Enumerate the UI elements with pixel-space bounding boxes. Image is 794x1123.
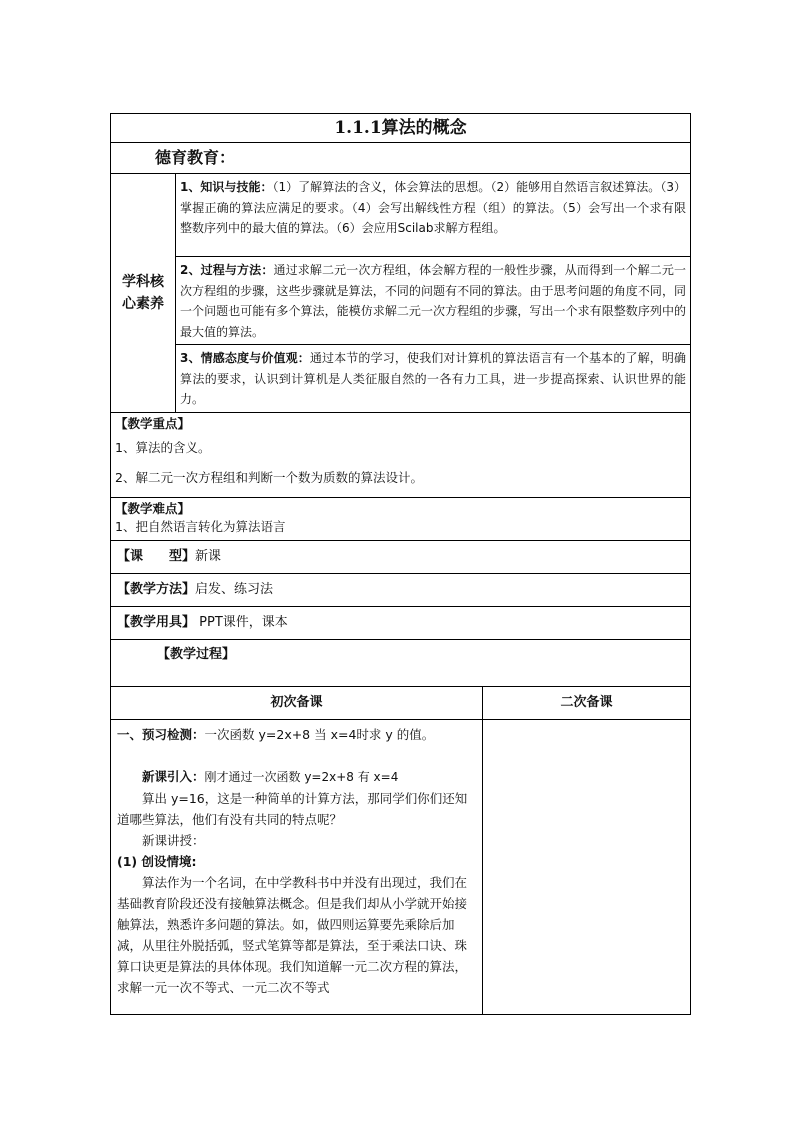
- emotion-values-head: 3、情感态度与价值观：: [180, 351, 310, 365]
- tools-value: PPT课件，课本: [195, 614, 288, 630]
- intro-continuation: 算出 y=16，这是一种简单的计算方法，那同学们你们还知道哪些算法，他们有没有共同的特点呢？: [117, 790, 468, 827]
- emotion-values-text: 通过本节的学习，使我们对计算机的算法语言有一个基本的了解，明确算法的要求，认识到计算机是人类征服自然的一各有力工具，进一步提高探索、认识世界的能力。: [180, 351, 687, 406]
- lesson-plan-table: [110, 113, 691, 1015]
- lesson-type-heading: 【课 型】: [117, 548, 196, 564]
- key-points-heading: 【教学重点】: [115, 415, 191, 431]
- preview-text: 一次函数 y=2x+8 当 x=4时求 y 的值。: [204, 726, 435, 742]
- intro-text: 刚才通过一次函数 y=2x+8 有 x=4: [204, 769, 399, 784]
- core-literacy-label-line2: 心素养: [122, 295, 164, 312]
- method-value: 启发、练习法: [195, 581, 274, 597]
- method-heading: 【教学方法】: [117, 581, 196, 597]
- process-method-cell: [176, 257, 691, 345]
- method-row: [111, 573, 691, 606]
- lecture-label: 新课讲授：: [142, 832, 205, 848]
- tools-heading: 【教学用具】: [117, 614, 196, 630]
- emotion-values-cell: [176, 345, 691, 413]
- process-method-head: 2、过程与方法：: [180, 263, 274, 277]
- difficulty-1: 1、把自然语言转化为算法语言: [115, 518, 286, 534]
- intro-head: 新课引入：: [142, 768, 205, 784]
- situation-head: (1) 创设情境:: [117, 853, 197, 869]
- situation-text: 算法作为一个名词，在中学教科书中并没有出现过，我们在基础教育阶段还没有接触算法概念。但是我们却从小学就开始接触算法，熟悉许多问题的算法。如，做四则运算要先乘除后加减，从里往外脱括弧，竖式笔算等都是算法，至于乘法口诀、珠算口诀更是算法的具体体现。我们知道解一元二次方程的算法，求解一元一次不等式、一元二次不等式: [117, 874, 468, 995]
- first-prep-content: [111, 719, 483, 1014]
- key-point-2: 2、解二元一次方程组和判断一个数为质数的算法设计。: [115, 469, 423, 485]
- intro-paragraph: [117, 766, 476, 788]
- preview-paragraph: [117, 724, 476, 745]
- core-literacy-label-line1: 学科核: [122, 273, 164, 290]
- second-prep-content: [483, 719, 691, 1014]
- key-points-section: [111, 412, 691, 497]
- knowledge-skills-text: （1）了解算法的含义，体会算法的思想。（2）能够用自然语言叙述算法。（3）掌握正确的算法应满足的要求。（4）会写出解线性方程（组）的算法。（5）会写出一个求有限整数序列中的最大值的算法。（6）会应用Scilab求解方程组。: [180, 180, 687, 235]
- knowledge-skills-cell: [176, 174, 691, 257]
- knowledge-skills-head: 1、知识与技能：: [180, 180, 273, 194]
- core-literacy-label: [111, 174, 176, 413]
- first-prep-header: 初次备课: [111, 686, 483, 719]
- process-heading: 【教学过程】: [111, 639, 691, 686]
- lesson-type-row: [111, 540, 691, 573]
- lesson-type-value: 新课: [195, 548, 222, 564]
- difficulties-section: [111, 497, 691, 540]
- preview-head: 一、预习检测：: [117, 726, 205, 742]
- page-title: 1.1.1算法的概念: [111, 114, 691, 143]
- tools-row: [111, 606, 691, 639]
- process-method-text: 通过求解二元一次方程组，体会解方程的一般性步骤，从而得到一个解二元一次方程组的步骤，这些步骤就是算法，不同的问题有不同的算法。由于思考问题的角度不同，同一个问题也可能有多个算法，能模仿求解二元一次方程组的步骤，写出一个求有限整数序列中的最大值的算法。: [180, 263, 687, 339]
- second-prep-header: 二次备课: [483, 686, 691, 719]
- key-point-1: 1、算法的含义。: [115, 439, 211, 455]
- moral-education-heading: 德育教育：: [111, 143, 691, 174]
- difficulties-heading: 【教学难点】: [115, 500, 191, 516]
